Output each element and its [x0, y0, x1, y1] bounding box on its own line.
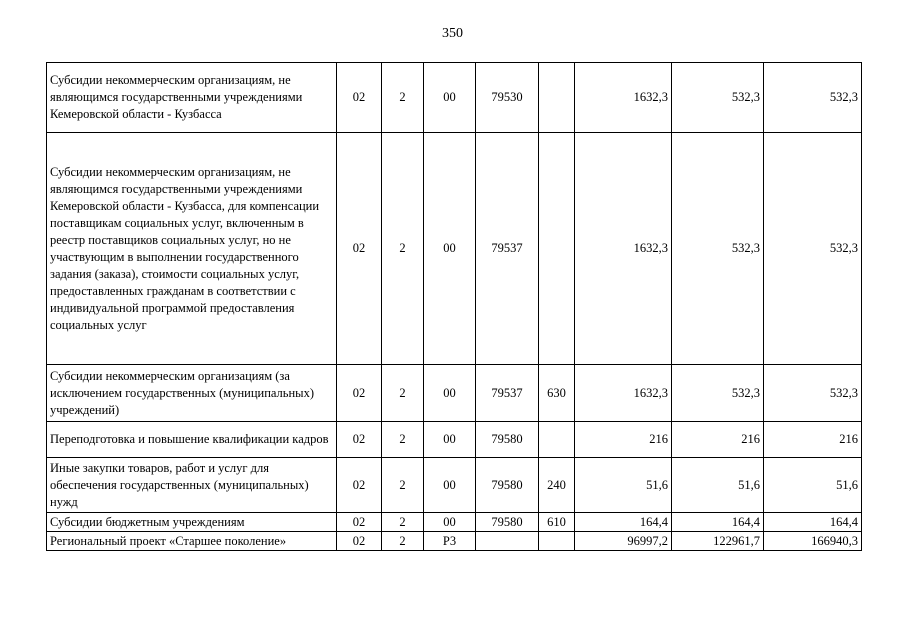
- cell-code-4: 79537: [476, 365, 539, 422]
- cell-value-2: 51,6: [672, 458, 764, 513]
- cell-value-3: 216: [764, 422, 862, 458]
- cell-value-1: 1632,3: [575, 133, 672, 365]
- cell-value-2: 532,3: [672, 133, 764, 365]
- row-name: Субсидии некоммерческим организациям (за исключением государственных (муниципальных) учреждений): [47, 365, 337, 422]
- table-row: [47, 458, 862, 513]
- row-name: Иные закупки товаров, работ и услуг для обеспечения государственных (муниципальных) нужд: [47, 458, 337, 513]
- cell-code-1: 02: [337, 133, 382, 365]
- cell-code-1: 02: [337, 63, 382, 133]
- cell-code-2: 2: [382, 532, 424, 551]
- cell-code-4: [476, 532, 539, 551]
- page-number: 350: [442, 26, 463, 41]
- cell-value-1: 164,4: [575, 513, 672, 532]
- table-row: [47, 365, 862, 422]
- cell-code-4: 79530: [476, 63, 539, 133]
- cell-code-4: 79580: [476, 458, 539, 513]
- cell-code-1: 02: [337, 422, 382, 458]
- cell-code-5: 240: [539, 458, 575, 513]
- table-row: [47, 422, 862, 458]
- cell-code-5: [539, 422, 575, 458]
- cell-code-2: 2: [382, 513, 424, 532]
- cell-code-2: 2: [382, 422, 424, 458]
- cell-code-2: 2: [382, 133, 424, 365]
- cell-code-5: 610: [539, 513, 575, 532]
- cell-code-2: 2: [382, 458, 424, 513]
- cell-code-1: 02: [337, 365, 382, 422]
- cell-value-3: 532,3: [764, 63, 862, 133]
- cell-value-2: 216: [672, 422, 764, 458]
- row-name: Субсидии бюджетным учреждениям: [47, 513, 337, 532]
- cell-value-3: 532,3: [764, 365, 862, 422]
- cell-code-3: 00: [424, 458, 476, 513]
- cell-value-1: 96997,2: [575, 532, 672, 551]
- row-name: Переподготовка и повышение квалификации кадров: [47, 422, 337, 458]
- cell-code-1: 02: [337, 532, 382, 551]
- table-row: [47, 133, 862, 365]
- cell-code-1: 02: [337, 513, 382, 532]
- cell-code-4: 79537: [476, 133, 539, 365]
- cell-value-3: 51,6: [764, 458, 862, 513]
- cell-code-2: 2: [382, 63, 424, 133]
- cell-value-1: 1632,3: [575, 63, 672, 133]
- cell-code-2: 2: [382, 365, 424, 422]
- row-name: Субсидии некоммерческим организациям, не являющимся государственными учреждениями Кемеровской области - Кузбасса, для компенсации поставщикам социальных услуг, включенным в реестр поставщиков социальных услуг, но не участвующим в выполнении государственного задания (заказа), стоимости социальных услуг, предоставленных гражданам в соответствии с индивидуальной программой предоставления социальных услуг: [47, 133, 337, 365]
- row-name: Субсидии некоммерческим организациям, не являющимся государственными учреждениями Кемеровской области - Кузбасса: [47, 63, 337, 133]
- cell-code-5: 630: [539, 365, 575, 422]
- cell-code-4: 79580: [476, 422, 539, 458]
- cell-value-2: 164,4: [672, 513, 764, 532]
- table-row: [47, 513, 862, 532]
- cell-value-1: 51,6: [575, 458, 672, 513]
- cell-code-3: 00: [424, 133, 476, 365]
- cell-code-3: 00: [424, 365, 476, 422]
- cell-value-2: 532,3: [672, 365, 764, 422]
- cell-value-2: 532,3: [672, 63, 764, 133]
- cell-code-5: [539, 532, 575, 551]
- cell-value-3: 164,4: [764, 513, 862, 532]
- cell-value-2: 122961,7: [672, 532, 764, 551]
- row-name: Региональный проект «Старшее поколение»: [47, 532, 337, 551]
- cell-code-1: 02: [337, 458, 382, 513]
- cell-value-1: 216: [575, 422, 672, 458]
- cell-value-1: 1632,3: [575, 365, 672, 422]
- cell-code-3: 00: [424, 513, 476, 532]
- table-row: [47, 63, 862, 133]
- cell-code-3: 00: [424, 63, 476, 133]
- cell-code-3: 00: [424, 422, 476, 458]
- cell-code-4: 79580: [476, 513, 539, 532]
- cell-value-3: 532,3: [764, 133, 862, 365]
- cell-code-3: P3: [424, 532, 476, 551]
- cell-code-5: [539, 133, 575, 365]
- budget-table: [46, 62, 862, 551]
- cell-value-3: 166940,3: [764, 532, 862, 551]
- table-row: [47, 532, 862, 551]
- cell-code-5: [539, 63, 575, 133]
